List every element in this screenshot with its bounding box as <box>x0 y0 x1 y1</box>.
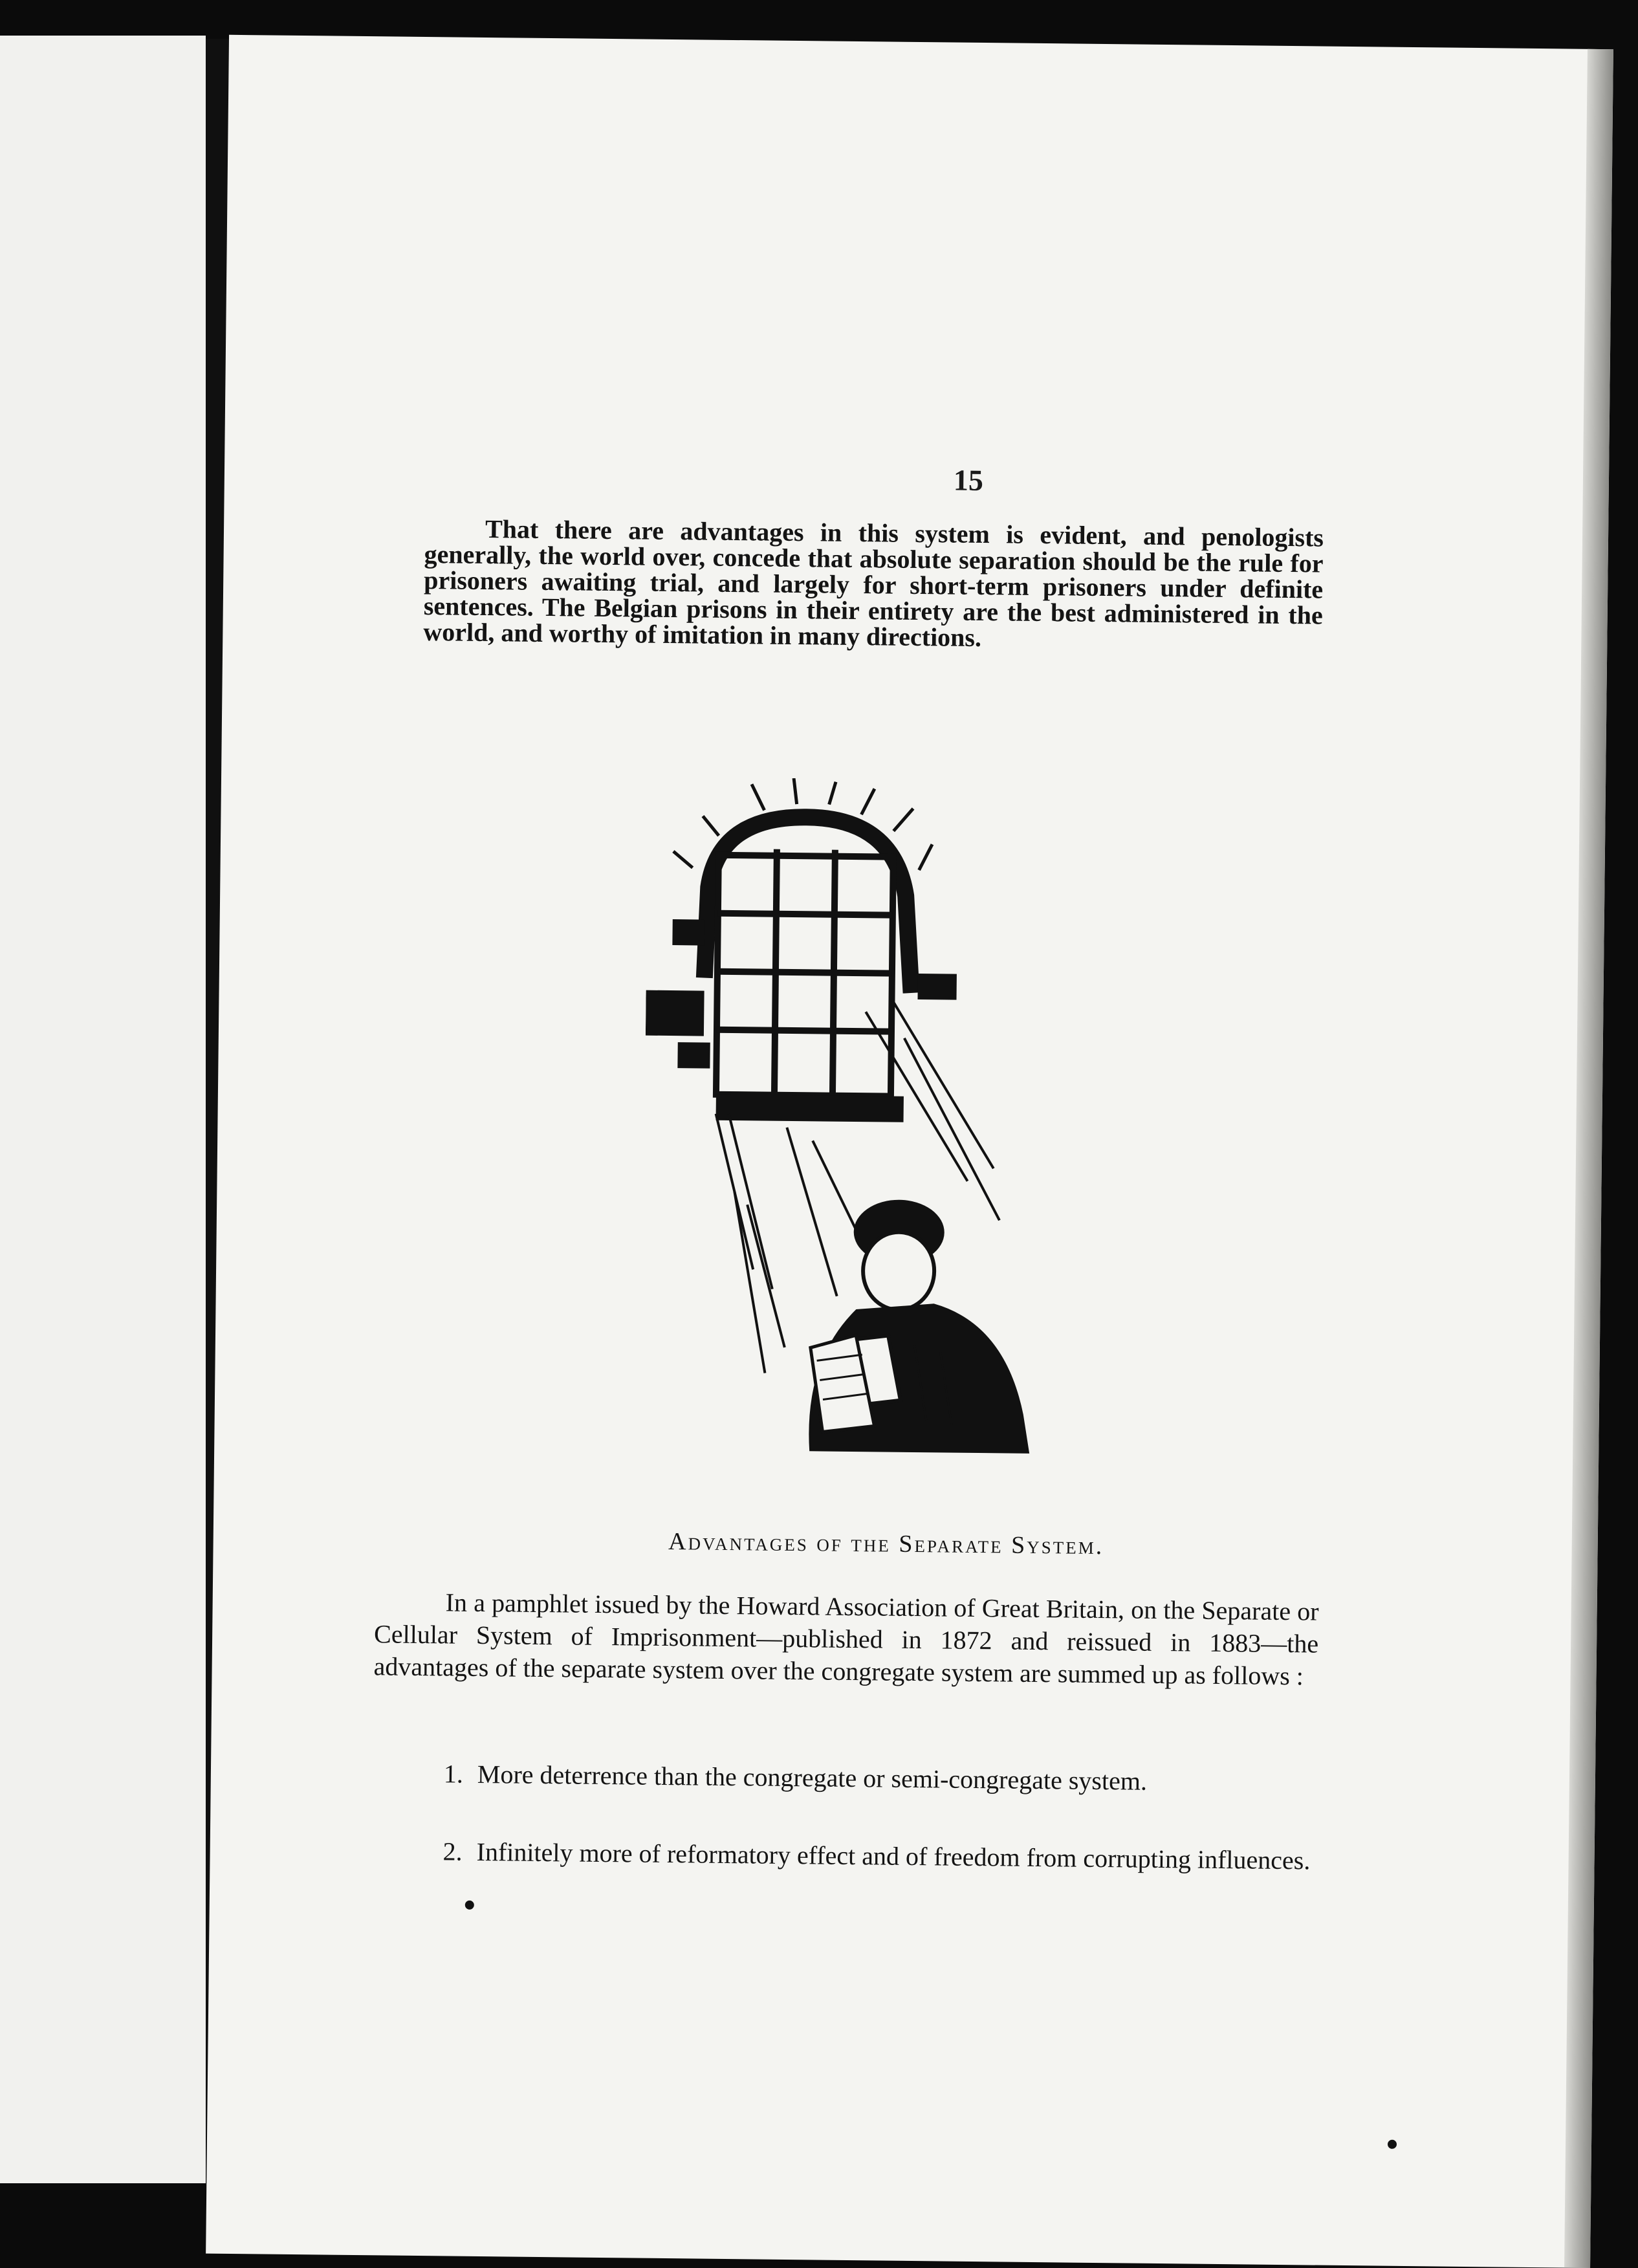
list-item-text: Infinitely more of reformatory effect and of freedom from corrupting influences. <box>476 1837 1311 1875</box>
section-heading: Advantages of the Separate System. <box>668 1528 1104 1560</box>
page-number: 15 <box>953 463 984 497</box>
list-item <box>371 1835 1316 1877</box>
list-item-number: 2. <box>442 1837 463 1866</box>
list-item-text: More deterrence than the congregate or semi-congregate system. <box>477 1759 1148 1796</box>
opening-paragraph: That there are advantages in this system is evident, and penologists generally, the world over, concede that absolute separation should be the rule for prisoners awaiting trial, and largely for short-term prisoners under definite sentences. The Belgian prisons in their entirety are the best administered in the world, and worthy of imitation in many directions. <box>423 514 1324 653</box>
list-item-number: 1. <box>443 1759 464 1789</box>
list-item <box>373 1757 1317 1799</box>
ink-speck <box>1388 2140 1397 2149</box>
page-edge <box>1564 49 1613 2268</box>
facing-page <box>0 36 206 2183</box>
ink-speck <box>465 1901 474 1910</box>
book-page <box>206 35 1613 2268</box>
body-paragraph: In a pamphlet issued by the Howard Association of Great Britain, on the Separate or Cellular System of Imprisonment—published in 1872 and reissued in 1883—the advantages of the separate system over the congregate system are summed up as follows : <box>373 1587 1319 1691</box>
prison-window-with-reading-man-icon <box>641 777 1049 1467</box>
